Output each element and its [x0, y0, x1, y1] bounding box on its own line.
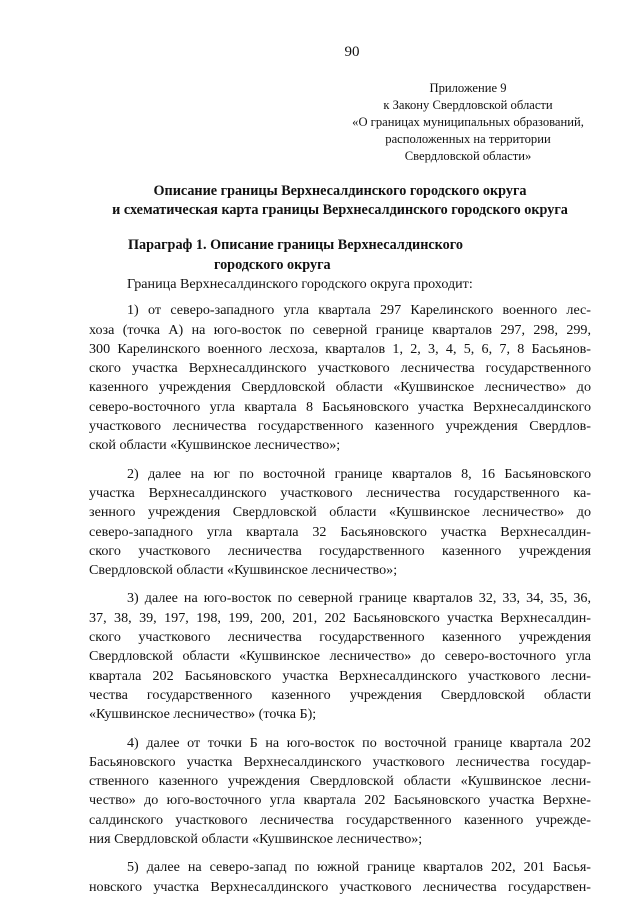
text-line: 5) далее на северо-запад по южной границе кварталов 202, 201 Басья- — [127, 859, 591, 876]
text-line: чество» до юго-восточного угла квартала 202 Басьяновского участка Верхне- — [89, 792, 591, 809]
text-line: Свердловской области «Кушвинское лесничество» до северо-восточного угла — [89, 648, 591, 665]
text-line: участка Верхнесалдинского участкового лесничества государственного ка- — [89, 484, 591, 501]
text-line: казенного учреждения Свердловской области «Кушвинское лесничество» до — [89, 379, 591, 396]
intro-text: Граница Верхнесалдинского городского округа проходит: — [127, 276, 473, 292]
appendix-line: расположенных на территории — [385, 132, 551, 146]
text-line: ственного казенного учреждения Свердловской области «Кушвинское лесни- — [89, 773, 591, 790]
text-line: 37, 38, 39, 197, 198, 199, 200, 201, 202 Басьяновского участка Верхнесалдин- — [89, 609, 591, 626]
body-text — [89, 275, 591, 906]
text-line: хоза (точка А) на юго-восток по северной границе кварталов 297, 298, 299, — [89, 321, 591, 338]
text-line: 4) далее от точки Б на юго-восток по восточной границе квартала 202 — [127, 734, 591, 751]
paragraph-heading — [128, 235, 463, 275]
boundary-item-5 — [89, 858, 591, 897]
text-line: 3) далее на юго-восток по северной границе кварталов 32, 33, 34, 35, 36, — [127, 590, 591, 607]
text-line: новского участка Верхнесалдинского участкового лесничества государствен- — [89, 878, 591, 895]
text-line: зенного учреждения Свердловской области «Кушвинское лесничество» до — [89, 504, 591, 521]
text-line: чества государственного казенного учреждения Свердловской области — [89, 686, 591, 703]
text-line: квартала 202 Басьяновского участка Верхнесалдинского участкового лесни- — [89, 667, 591, 684]
text-line: «Кушвинское лесничество» (точка Б); — [89, 706, 317, 723]
appendix-line: к Закону Свердловской области — [383, 98, 553, 112]
text-line: салдинского участкового лесничества государственного казенного учрежде- — [89, 811, 591, 828]
paragraph-heading-line: городского округа — [214, 257, 331, 273]
title-line: и схематическая карта границы Верхнесалдинского городского округа — [112, 202, 568, 218]
boundary-item-2 — [89, 465, 591, 581]
text-line: ской области «Кушвинское лесничество»; — [89, 437, 341, 454]
page-number: 90 — [344, 44, 360, 60]
document-title — [40, 182, 640, 220]
text-line: северо-восточного угла квартала 8 Басьяновского участка Верхнесалдинского — [89, 398, 591, 415]
text-line: ского участкового лесничества государственного казенного учреждения — [89, 542, 591, 559]
text-line: 2) далее на юг по восточной границе кварталов 8, 16 Басьяновского — [127, 465, 591, 482]
boundary-item-1 — [89, 301, 591, 455]
text-line: северо-западного угла квартала 32 Басьяновского участка Верхнесалдин- — [89, 523, 591, 540]
appendix-line: Свердловской области» — [404, 149, 532, 163]
text-line: Басьяновского участка Верхнесалдинского участкового лесничества государ- — [89, 753, 591, 770]
boundary-item-3 — [89, 589, 591, 724]
text-line: ния Свердловской области «Кушвинское лесничество»; — [89, 831, 423, 848]
title-line: Описание границы Верхнесалдинского городского округа — [153, 183, 527, 199]
text-line: участкового лесничества государственного казенного учреждения Свердлов- — [89, 418, 591, 435]
text-line: 1) от северо-западного угла квартала 297 Карелинского военного лес- — [127, 302, 591, 319]
text-line: ского участкового лесничества государственного казенного учреждения — [89, 629, 591, 646]
text-line: Свердловской области «Кушвинское лесничество»; — [89, 562, 398, 579]
appendix-line: «О границах муниципальных образований, — [352, 115, 584, 129]
paragraph-heading-line: Параграф 1. Описание границы Верхнесалдинского — [128, 237, 463, 253]
boundary-item-4 — [89, 734, 591, 850]
appendix-note — [318, 80, 618, 165]
appendix-line: Приложение 9 — [429, 81, 507, 95]
text-line: 300 Карелинского военного лесхоза, кварталов 1, 2, 3, 4, 5, 6, 7, 8 Басьянов- — [89, 340, 591, 357]
text-line: ского участка Верхнесалдинского участкового лесничества государственного — [89, 360, 591, 377]
